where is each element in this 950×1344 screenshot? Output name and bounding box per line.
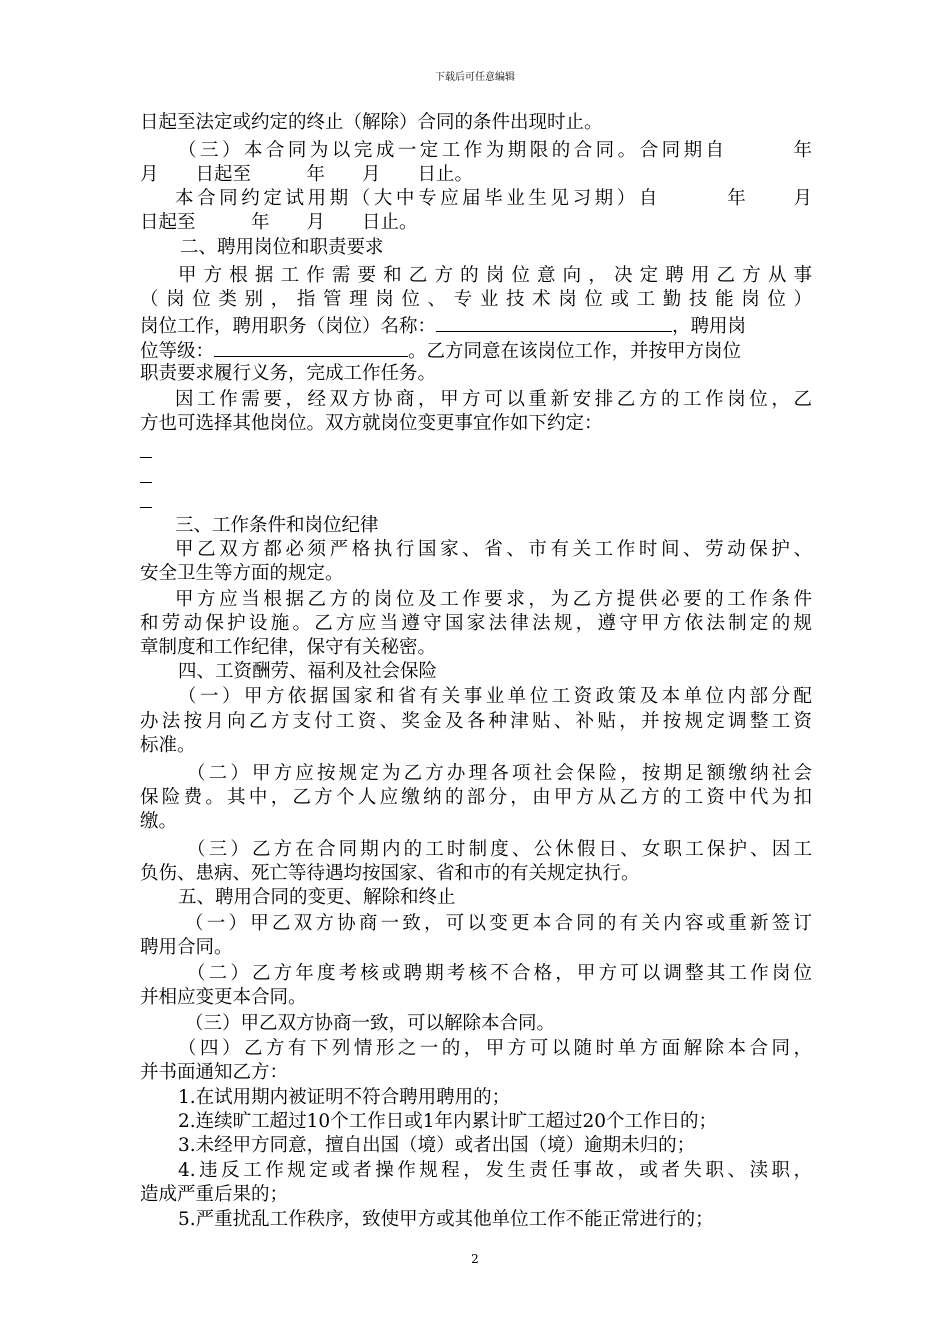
text-line: （岗位类别，指管理岗位、专业技术岗位或工勤技能岗位）: [140, 289, 812, 310]
text-line: 保险费。其中，乙方个人应缴纳的部分，由甲方从乙方的工资中代为扣: [140, 787, 812, 808]
list-item: 2.连续旷工超过10个工作日或1年内累计旷工超过20个工作日的；: [178, 1111, 718, 1132]
section-heading: 四、工资酬劳、福利及社会保险: [178, 661, 438, 682]
text-line: 月 日起至 年 月 日止。: [140, 164, 474, 185]
list-item: 1.在试用期内被证明不符合聘用聘用的；: [178, 1087, 511, 1108]
text-line: 并书面通知乙方：: [140, 1062, 289, 1083]
text-line: 本合同约定试用期（大中专应届毕业生见习期）自 年 月: [175, 188, 812, 209]
text-line: [140, 313, 746, 339]
text-line: 因工作需要，经双方协商，甲方可以重新安排乙方的工作岗位，乙: [175, 389, 812, 410]
text-line: （二）乙方年度考核或聘期考核不合格，甲方可以调整其工作岗位: [187, 963, 812, 984]
text-segment: 岗位工作，聘用职务（岗位）名称：: [140, 316, 437, 337]
text-line: （二）甲方应按规定为乙方办理各项社会保险，按期足额缴纳社会: [187, 763, 812, 784]
text-line: 缴。: [140, 811, 178, 832]
text-line: 和劳动保护设施。乙方应当遵守国家法律法规，遵守甲方依法制定的规: [140, 613, 812, 634]
text-line: 甲方应当根据乙方的岗位及工作要求，为乙方提供必要的工作条件: [175, 589, 812, 610]
page-header: 下载后可任意编辑: [435, 72, 515, 83]
blank-line-mark: [140, 482, 152, 483]
text-line: [140, 338, 741, 364]
blank-line-mark: [140, 457, 152, 458]
list-item: 3.未经甲方同意，擅自出国（境）或者出国（境）逾期未归的；: [178, 1135, 696, 1156]
text-line: 方也可选择其他岗位。双方就岗位变更事宜作如下约定：: [140, 413, 603, 434]
page-number: 2: [471, 1252, 479, 1266]
section-heading: 三、工作条件和岗位纪律: [175, 515, 379, 536]
list-item: 4.违反工作规定或者操作规程，发生责任事故，或者失职、渎职，: [178, 1160, 812, 1181]
text-line: 职责要求履行义务，完成工作任务。: [140, 363, 437, 384]
position-level-blank: [214, 338, 408, 357]
text-line: （三）本合同为以完成一定工作为期限的合同。合同期自 年: [178, 140, 812, 161]
section-heading: 二、聘用岗位和职责要求: [180, 237, 384, 258]
blank-line-mark: [140, 507, 152, 508]
position-name-blank: [436, 313, 672, 332]
text-line: （一）甲方依据国家和省有关事业单位工资政策及本单位内部分配: [178, 686, 812, 707]
text-line: 办法按月向乙方支付工资、奖金及各种津贴、补贴，并按规定调整工资: [140, 711, 812, 732]
text-line: 标准。: [140, 735, 196, 756]
text-line: （三）乙方在合同期内的工时制度、公休假日、女职工保护、因工: [187, 839, 812, 860]
text-line: 甲乙双方都必须严格执行国家、省、市有关工作时间、劳动保护、: [175, 539, 812, 560]
text-line: 并相应变更本合同。: [140, 987, 307, 1008]
text-line: 日起至 年 月 日止。: [140, 212, 418, 233]
section-heading: 五、聘用合同的变更、解除和终止: [178, 887, 456, 908]
text-line: 聘用合同。: [140, 937, 233, 958]
text-line: 甲方根据工作需要和乙方的岗位意向，决定聘用乙方从事: [178, 265, 812, 286]
text-line: 造成严重后果的；: [140, 1184, 289, 1205]
text-line: 日起至法定或约定的终止（解除）合同的条件出现时止。: [140, 112, 603, 133]
text-line: 安全卫生等方面的规定。: [140, 563, 344, 584]
text-segment: 。乙方同意在该岗位工作，并按甲方岗位: [408, 341, 742, 362]
text-segment: ，聘用岗: [672, 316, 747, 337]
text-line: 章制度和工作纪律，保守有关秘密。: [140, 637, 437, 658]
list-item: 5.严重扰乱工作秩序，致使甲方或其他单位工作不能正常进行的；: [178, 1209, 714, 1230]
text-segment: 位等级：: [140, 341, 215, 362]
text-line: （一）甲乙双方协商一致，可以变更本合同的有关内容或重新签订: [185, 913, 812, 934]
text-line: （三）甲乙双方协商一致，可以解除本合同。: [185, 1013, 556, 1034]
text-line: 负伤、患病、死亡等待遇均按国家、省和市的有关规定执行。: [140, 863, 640, 884]
text-line: （四）乙方有下列情形之一的，甲方可以随时单方面解除本合同，: [178, 1038, 812, 1059]
